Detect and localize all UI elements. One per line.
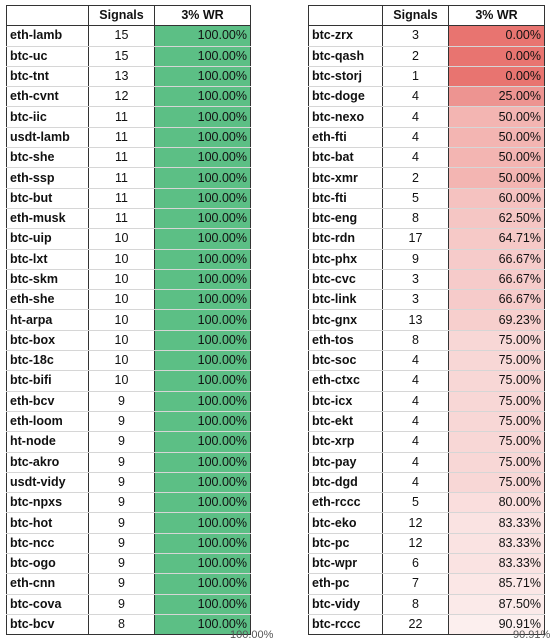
table-row — [7, 432, 251, 452]
pair-cell: btc-doge — [309, 87, 383, 107]
winrate-cell: 100.00% — [155, 148, 251, 168]
signals-cell: 5 — [383, 188, 449, 208]
winrate-cell: 100.00% — [155, 208, 251, 228]
signals-cell: 12 — [89, 87, 155, 107]
table-row — [309, 107, 545, 127]
pair-cell: btc-link — [309, 290, 383, 310]
winrate-cell: 100.00% — [155, 269, 251, 289]
signals-cell: 9 — [89, 432, 155, 452]
winrate-cell: 100.00% — [155, 574, 251, 594]
signals-cell: 9 — [89, 554, 155, 574]
winrate-cell: 50.00% — [449, 148, 545, 168]
table-row — [7, 411, 251, 431]
winrate-cell: 100.00% — [155, 26, 251, 46]
pair-cell: btc-ncc — [7, 533, 89, 553]
winrate-cell: 100.00% — [155, 229, 251, 249]
pair-cell: btc-bcv — [7, 614, 89, 634]
left-header-wr: 3% WR — [155, 6, 251, 26]
right-header-pair — [309, 6, 383, 26]
table-row — [309, 554, 545, 574]
pair-cell: btc-iic — [7, 107, 89, 127]
table-row — [7, 310, 251, 330]
winrate-cell: 100.00% — [155, 493, 251, 513]
winrate-cell: 66.67% — [449, 269, 545, 289]
table-row — [309, 26, 545, 46]
winrate-cell: 83.33% — [449, 533, 545, 553]
winrate-cell: 75.00% — [449, 411, 545, 431]
pair-cell: btc-vidy — [309, 594, 383, 614]
signals-cell: 10 — [89, 290, 155, 310]
winrate-cell: 75.00% — [449, 330, 545, 350]
winrate-cell: 85.71% — [449, 574, 545, 594]
signals-cell: 9 — [89, 411, 155, 431]
pair-cell: btc-she — [7, 148, 89, 168]
table-row — [7, 513, 251, 533]
winrate-cell: 0.00% — [449, 46, 545, 66]
winrate-cell: 100.00% — [155, 533, 251, 553]
right-table-body — [309, 26, 545, 635]
signals-cell: 2 — [383, 46, 449, 66]
pair-cell: eth-bcv — [7, 391, 89, 411]
winrate-cell: 50.00% — [449, 168, 545, 188]
winrate-cell: 100.00% — [155, 513, 251, 533]
table-row — [309, 188, 545, 208]
winrate-cell: 100.00% — [155, 66, 251, 86]
table-row — [309, 594, 545, 614]
signals-cell: 9 — [89, 533, 155, 553]
table-row — [309, 513, 545, 533]
pair-cell: eth-fti — [309, 127, 383, 147]
signals-cell: 12 — [383, 513, 449, 533]
table-row — [309, 168, 545, 188]
signals-cell: 11 — [89, 208, 155, 228]
signals-cell: 9 — [89, 574, 155, 594]
table-row — [7, 472, 251, 492]
winrate-cell: 66.67% — [449, 249, 545, 269]
winrate-cell: 90.91% — [449, 614, 545, 634]
signals-cell: 15 — [89, 46, 155, 66]
signals-cell: 9 — [89, 493, 155, 513]
winrate-cell: 100.00% — [155, 452, 251, 472]
signals-cell: 4 — [383, 107, 449, 127]
table-row — [7, 188, 251, 208]
pair-cell: btc-xrp — [309, 432, 383, 452]
signals-cell: 12 — [383, 533, 449, 553]
winrate-cell: 62.50% — [449, 208, 545, 228]
table-row — [309, 432, 545, 452]
table-row — [7, 574, 251, 594]
pair-cell: btc-icx — [309, 391, 383, 411]
pair-cell: btc-but — [7, 188, 89, 208]
pair-cell: eth-loom — [7, 411, 89, 431]
signals-cell: 9 — [89, 513, 155, 533]
table-row — [309, 290, 545, 310]
pair-cell: btc-hot — [7, 513, 89, 533]
winrate-cell: 100.00% — [155, 127, 251, 147]
table-row — [7, 208, 251, 228]
winrate-cell: 100.00% — [155, 330, 251, 350]
signals-cell: 10 — [89, 371, 155, 391]
signals-cell: 9 — [383, 249, 449, 269]
winrate-cell: 75.00% — [449, 432, 545, 452]
signals-cell: 11 — [89, 148, 155, 168]
signals-cell: 8 — [383, 330, 449, 350]
table-row — [7, 127, 251, 147]
signals-cell: 6 — [383, 554, 449, 574]
winrate-cell: 100.00% — [155, 87, 251, 107]
pair-cell: btc-cova — [7, 594, 89, 614]
pair-cell: btc-phx — [309, 249, 383, 269]
signals-cell: 8 — [383, 208, 449, 228]
table-row — [7, 87, 251, 107]
signals-cell: 10 — [89, 249, 155, 269]
table-row — [309, 493, 545, 513]
signals-cell: 10 — [89, 310, 155, 330]
left-header-pair — [7, 6, 89, 26]
pair-cell: btc-rccc — [309, 614, 383, 634]
table-row — [7, 148, 251, 168]
winrate-cell: 0.00% — [449, 26, 545, 46]
pair-cell: btc-rdn — [309, 229, 383, 249]
signals-cell: 1 — [383, 66, 449, 86]
table-row — [7, 168, 251, 188]
winrate-cell: 75.00% — [449, 391, 545, 411]
table-row — [7, 554, 251, 574]
pair-cell: btc-uc — [7, 46, 89, 66]
pair-cell: btc-eko — [309, 513, 383, 533]
winrate-cell: 50.00% — [449, 107, 545, 127]
winrate-cell: 64.71% — [449, 229, 545, 249]
winrate-cell: 100.00% — [155, 472, 251, 492]
winrate-cell: 100.00% — [155, 188, 251, 208]
table-row — [309, 269, 545, 289]
signals-cell: 3 — [383, 269, 449, 289]
pair-cell: btc-eng — [309, 208, 383, 228]
signals-cell: 3 — [383, 290, 449, 310]
table-row — [309, 310, 545, 330]
pair-cell: btc-bifi — [7, 371, 89, 391]
table-row — [309, 351, 545, 371]
signals-cell: 13 — [383, 310, 449, 330]
signals-cell: 11 — [89, 107, 155, 127]
pair-cell: eth-lamb — [7, 26, 89, 46]
winrate-cell: 83.33% — [449, 554, 545, 574]
pair-cell: btc-zrx — [309, 26, 383, 46]
signals-cell: 9 — [89, 391, 155, 411]
winrate-cell: 75.00% — [449, 452, 545, 472]
table-row — [7, 452, 251, 472]
pair-cell: eth-rccc — [309, 493, 383, 513]
winrate-cell: 100.00% — [155, 371, 251, 391]
winrate-cell: 100.00% — [155, 107, 251, 127]
pair-cell: btc-ogo — [7, 554, 89, 574]
signals-cell: 8 — [383, 594, 449, 614]
pair-cell: btc-tnt — [7, 66, 89, 86]
table-row — [7, 269, 251, 289]
winrate-cell: 100.00% — [155, 594, 251, 614]
signals-cell: 4 — [383, 87, 449, 107]
pair-cell: btc-qash — [309, 46, 383, 66]
winrate-cell: 66.67% — [449, 290, 545, 310]
pair-cell: eth-ssp — [7, 168, 89, 188]
table-row — [309, 574, 545, 594]
pair-cell: ht-node — [7, 432, 89, 452]
pair-cell: btc-soc — [309, 351, 383, 371]
pair-cell: btc-bat — [309, 148, 383, 168]
signals-cell: 3 — [383, 26, 449, 46]
pair-cell: btc-pc — [309, 533, 383, 553]
right-header-signals: Signals — [383, 6, 449, 26]
table-row — [309, 46, 545, 66]
table-row — [309, 533, 545, 553]
pair-cell: eth-musk — [7, 208, 89, 228]
pair-cell: btc-dgd — [309, 472, 383, 492]
signals-cell: 4 — [383, 148, 449, 168]
pair-cell: btc-18c — [7, 351, 89, 371]
signals-cell: 4 — [383, 351, 449, 371]
pair-cell: eth-cnn — [7, 574, 89, 594]
winrate-cell: 100.00% — [155, 351, 251, 371]
signals-cell: 7 — [383, 574, 449, 594]
winrate-cell: 80.00% — [449, 493, 545, 513]
pair-cell: ht-arpa — [7, 310, 89, 330]
left-winrate-table — [6, 5, 251, 635]
signals-cell: 11 — [89, 127, 155, 147]
table-row — [7, 533, 251, 553]
table-row — [309, 127, 545, 147]
winrate-cell: 100.00% — [155, 614, 251, 634]
signals-cell: 17 — [383, 229, 449, 249]
table-row — [309, 391, 545, 411]
pair-cell: btc-uip — [7, 229, 89, 249]
signals-cell: 11 — [89, 168, 155, 188]
table-row — [7, 107, 251, 127]
pair-cell: btc-akro — [7, 452, 89, 472]
table-row — [309, 208, 545, 228]
winrate-cell: 69.23% — [449, 310, 545, 330]
pair-cell: btc-npxs — [7, 493, 89, 513]
signals-cell: 4 — [383, 127, 449, 147]
table-row — [309, 472, 545, 492]
table-row — [7, 26, 251, 46]
signals-cell: 4 — [383, 432, 449, 452]
signals-cell: 15 — [89, 26, 155, 46]
table-row — [309, 452, 545, 472]
footer-right-value: 90.91% — [513, 630, 551, 641]
pair-cell: btc-wpr — [309, 554, 383, 574]
winrate-cell: 100.00% — [155, 554, 251, 574]
winrate-cell: 100.00% — [155, 249, 251, 269]
pair-cell: btc-cvc — [309, 269, 383, 289]
winrate-cell: 100.00% — [155, 310, 251, 330]
winrate-cell: 83.33% — [449, 513, 545, 533]
pair-cell: usdt-lamb — [7, 127, 89, 147]
signals-cell: 10 — [89, 269, 155, 289]
table-row — [7, 391, 251, 411]
table-row — [309, 411, 545, 431]
signals-cell: 22 — [383, 614, 449, 634]
winrate-cell: 75.00% — [449, 371, 545, 391]
pair-cell: eth-tos — [309, 330, 383, 350]
right-header-wr: 3% WR — [449, 6, 545, 26]
pair-cell: btc-pay — [309, 452, 383, 472]
table-row — [309, 87, 545, 107]
pair-cell: btc-box — [7, 330, 89, 350]
cut-off-footer-row — [0, 630, 560, 642]
signals-cell: 9 — [89, 594, 155, 614]
left-header-signals: Signals — [89, 6, 155, 26]
pair-cell: btc-fti — [309, 188, 383, 208]
winrate-cell: 75.00% — [449, 472, 545, 492]
table-row — [309, 249, 545, 269]
winrate-cell: 87.50% — [449, 594, 545, 614]
table-row — [7, 371, 251, 391]
pair-cell: btc-lxt — [7, 249, 89, 269]
table-row — [7, 66, 251, 86]
signals-cell: 4 — [383, 411, 449, 431]
table-row — [7, 594, 251, 614]
left-header-row — [7, 6, 251, 26]
signals-cell: 11 — [89, 188, 155, 208]
pair-cell: btc-gnx — [309, 310, 383, 330]
table-row — [309, 229, 545, 249]
winrate-cell: 100.00% — [155, 290, 251, 310]
signals-cell: 9 — [89, 452, 155, 472]
signals-cell: 4 — [383, 472, 449, 492]
signals-cell: 4 — [383, 371, 449, 391]
winrate-cell: 75.00% — [449, 351, 545, 371]
pair-cell: eth-pc — [309, 574, 383, 594]
winrate-cell: 100.00% — [155, 168, 251, 188]
table-row — [309, 66, 545, 86]
pair-cell: usdt-vidy — [7, 472, 89, 492]
table-row — [7, 290, 251, 310]
table-row — [7, 249, 251, 269]
winrate-cell: 100.00% — [155, 46, 251, 66]
table-row — [7, 330, 251, 350]
winrate-cell: 60.00% — [449, 188, 545, 208]
left-table-body — [7, 26, 251, 635]
pair-cell: btc-skm — [7, 269, 89, 289]
winrate-cell: 100.00% — [155, 432, 251, 452]
winrate-cell: 100.00% — [155, 411, 251, 431]
signals-cell: 13 — [89, 66, 155, 86]
signals-cell: 10 — [89, 330, 155, 350]
table-row — [7, 46, 251, 66]
signals-cell: 9 — [89, 472, 155, 492]
pair-cell: btc-storj — [309, 66, 383, 86]
signals-cell: 10 — [89, 229, 155, 249]
pair-cell: eth-cvnt — [7, 87, 89, 107]
table-row — [7, 493, 251, 513]
pair-cell: btc-xmr — [309, 168, 383, 188]
pair-cell: eth-she — [7, 290, 89, 310]
signals-cell: 8 — [89, 614, 155, 634]
signals-cell: 2 — [383, 168, 449, 188]
pair-cell: eth-ctxc — [309, 371, 383, 391]
table-row — [7, 351, 251, 371]
table-row — [309, 330, 545, 350]
table-row — [309, 371, 545, 391]
signals-cell: 5 — [383, 493, 449, 513]
table-row — [7, 229, 251, 249]
signals-cell: 10 — [89, 351, 155, 371]
signals-cell: 4 — [383, 452, 449, 472]
right-winrate-table — [308, 5, 545, 635]
winrate-cell: 50.00% — [449, 127, 545, 147]
winrate-cell: 0.00% — [449, 66, 545, 86]
winrate-cell: 25.00% — [449, 87, 545, 107]
table-row — [309, 148, 545, 168]
pair-cell: btc-ekt — [309, 411, 383, 431]
footer-left-value: 100.00% — [230, 630, 274, 641]
signals-cell: 4 — [383, 391, 449, 411]
winrate-cell: 100.00% — [155, 391, 251, 411]
pair-cell: btc-nexo — [309, 107, 383, 127]
right-header-row — [309, 6, 545, 26]
